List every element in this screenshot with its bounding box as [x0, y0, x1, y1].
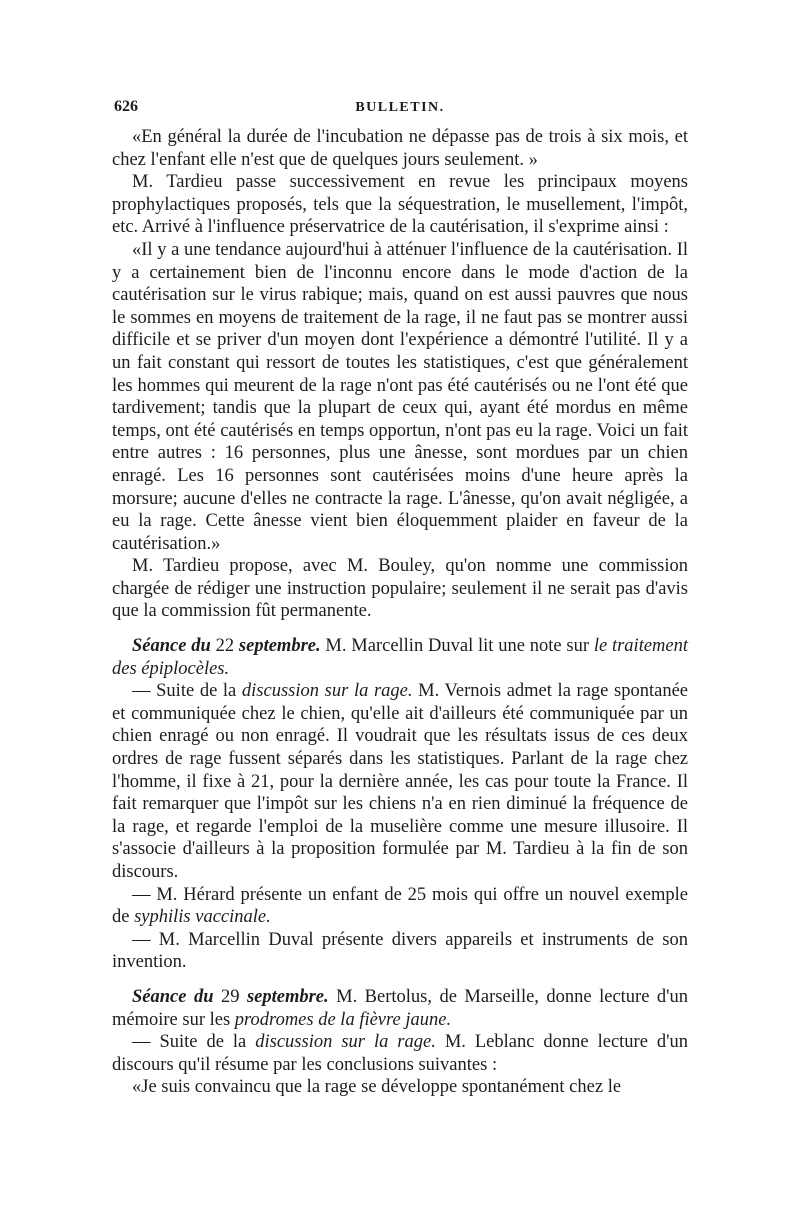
paragraph-text: M. Tardieu passe successivement en revue les principaux moyens prophylactiques proposés, tels que la séquestration, le musellement, l'impôt, etc. Arrivé à l'influence préservatrice de la cautérisation, il s'exprime ainsi :	[112, 172, 688, 238]
paragraph	[112, 635, 688, 680]
paragraph-text: 29	[213, 986, 247, 1007]
page-header	[112, 96, 688, 126]
paragraph	[112, 1031, 688, 1076]
paragraph	[112, 884, 688, 929]
paragraph	[112, 929, 688, 974]
page-number: 626	[114, 98, 138, 115]
paragraph-text: — M. Marcellin Duval présente divers appareils et instruments de son invention.	[112, 929, 688, 973]
paragraph	[112, 126, 688, 171]
paragraph-text: 22	[210, 636, 239, 657]
paragraph-text: — M. Hérard présente un enfant de 25 mois qui offre un nouvel exemple de	[112, 884, 688, 928]
paragraph-text: — Suite de la	[132, 1032, 256, 1053]
section-gap	[112, 974, 688, 986]
paragraph-text: M. Bertolus, de Marseille, donne lecture d'un mémoire sur les	[112, 986, 688, 1030]
paragraph-text: M. Leblanc donne lecture d'un discours qu'il résume par les conclusions suivantes :	[112, 1032, 688, 1075]
emphasized-text: discussion sur la rage.	[241, 681, 413, 702]
paragraph	[112, 239, 688, 555]
paragraph-text: «Je suis convaincu que la rage se développe spontanément chez le	[132, 1077, 622, 1098]
emphasized-text: syphilis vaccinale.	[134, 907, 271, 928]
emphasized-text: Séance du	[132, 986, 214, 1007]
emphasized-text: prodromes de la fièvre jaune.	[234, 1009, 452, 1030]
book-page	[112, 96, 688, 1099]
emphasized-text: septembre.	[238, 636, 321, 657]
paragraph-text: M. Vernois admet la rage spontanée et communiquée chez le chien, qu'elle ait d'ailleurs été communiquée par un chien enragé ou non enragé. Il voudrait que les résultats issus de ces deux ordres de rage fussent séparés dans les statistiques. Parlant de la rage chez l'homme, il fixe à 21, pour la dernière année, les cas pour toute la France. Il fait remarquer que l'impôt sur les chiens n'a en rien diminué la fréquence de la rage, et regarde l'emploi de la muselière comme une mesure illusoire. Il s'associe d'ailleurs à la proposition formulée par M. Tardieu à la fin de son discours.	[112, 681, 688, 882]
paragraph-text: «Il y a une tendance aujourd'hui à atténuer l'influence de la cautérisation. Il y a certainement bien de l'inconnu encore dans le mode d'action de la cautérisation sur le virus rabique; mais, quand on est aussi pauvres que nous le sommes en moyens de traitement de la rage, il ne faut pas se montrer aussi difficile et se priver d'un moyen dont l'expérience a démontré l'utilité. Il y a un fait constant qui ressort de toutes les statistiques, c'est que généralement les hommes qui meurent de la rage n'ont pas été cautérisés ou ne l'ont été que tardivement; tandis que la plupart de ceux qui, ayant été mordus en même temps, ont été cautérisés en temps opportun, n'ont pas eu la rage. Voici un fait entre autres : 16 personnes, plus une ânesse, sont mordues par un chien enragé. Les 16 personnes sont cautérisées moins d'une heure après la morsure; aucune d'elles ne contracte la rage. L'ânesse, qu'on avait négligée, a eu la rage. Cette ânesse vient bien éloquemment plaider en faveur de la cautérisation.»	[112, 239, 688, 554]
paragraph	[112, 555, 688, 623]
emphasized-text: discussion sur la rage.	[255, 1032, 436, 1053]
paragraph-text: M. Marcellin Duval lit une note sur	[320, 636, 594, 657]
running-title: BULLETIN.	[355, 100, 445, 115]
paragraph-text: «En général la durée de l'incubation ne dépasse pas de trois à six mois, et chez l'enfant elle n'est que de quelques jours seulement. »	[112, 127, 688, 170]
paragraph	[112, 171, 688, 239]
section-gap	[112, 623, 688, 635]
emphasized-text: septembre.	[246, 986, 329, 1007]
paragraph	[112, 680, 688, 883]
paragraph-text: M. Tardieu propose, avec M. Bouley, qu'on nomme une commission chargée de rédiger une instruction populaire; seulement il ne serait pas d'avis que la commission fût permanente.	[112, 556, 688, 622]
paragraph	[112, 986, 688, 1031]
paragraph	[112, 1076, 688, 1099]
body-text	[112, 126, 688, 1099]
emphasized-text: Séance du	[132, 636, 211, 657]
paragraph-text: — Suite de la	[132, 681, 242, 702]
emphasized-text: le traitement des épiplocèles.	[112, 636, 689, 679]
